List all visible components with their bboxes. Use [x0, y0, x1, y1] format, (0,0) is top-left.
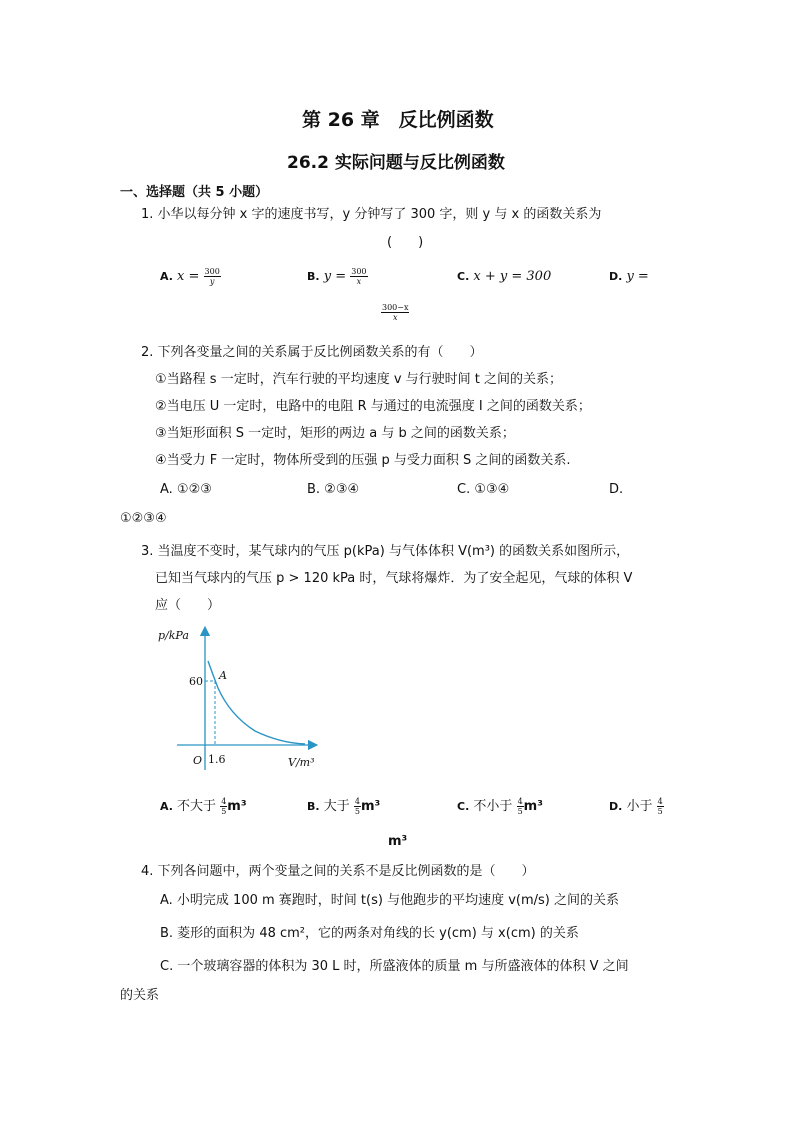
option-label: B.: [307, 800, 320, 813]
option-label: D.: [609, 270, 623, 283]
q2-item-1: ①当路程 s 一定时，汽车行驶的平均速度 v 与行驶时间 t 之间的关系；: [155, 372, 563, 387]
q2-option-b: B. ②③④: [307, 482, 360, 497]
point-label: A: [219, 669, 227, 682]
option-label: C.: [457, 270, 470, 283]
fraction: $\frac{4}{5}$: [657, 797, 663, 816]
q1-option-a: [160, 267, 221, 286]
q4-option-a: A. 小明完成 100 m 赛跑时，时间 t(s) 与他跑步的平均速度 v(m/s) 之间的关系: [160, 893, 619, 908]
q1-paren: ( ): [387, 235, 424, 250]
unit: m³: [360, 799, 381, 814]
q2-option-c: C. ①③④: [457, 482, 510, 497]
option-label: A.: [160, 270, 173, 283]
option-label: A.: [160, 800, 173, 813]
option-text: 大于: [323, 799, 350, 814]
q3-option-b: [307, 797, 380, 816]
q3-line-1: 3. 当温度不变时，某气球内的气压 p(kPa) 与气体体积 V(m³) 的函数关系如图所示，: [141, 544, 630, 559]
fraction: $\frac{300}{x}$: [351, 267, 367, 286]
y-tick-label: 60: [189, 675, 203, 688]
option-label: B.: [307, 270, 320, 283]
q1-stem: 1. 小华以每分钟 x 字的速度书写，y 分钟写了 300 字，则 y 与 x 的函数关系为: [141, 207, 602, 222]
q2-option-a: A. ①②③: [160, 482, 212, 497]
fraction: $\frac{4}{5}$: [221, 797, 227, 816]
q2-option-d-label: D.: [609, 482, 624, 497]
x-tick-label: 1.6: [208, 753, 226, 766]
q4-option-c-line-2: 的关系: [120, 988, 160, 1003]
q3-option-a: [160, 797, 247, 816]
option-label: C.: [457, 800, 470, 813]
fraction: $\frac{300-x}{x}$: [382, 303, 409, 322]
formula: x + y = 300: [473, 269, 552, 284]
unit: m³: [523, 799, 543, 814]
q2-stem: 2. 下列各变量之间的关系属于反比例函数关系的有（ ）: [141, 345, 483, 360]
formula-lhs: y =: [626, 269, 649, 284]
x-axis-label: V/m³: [288, 756, 315, 769]
pressure-volume-graph: [155, 625, 325, 775]
q2-option-d-text: ①②③④: [120, 511, 167, 526]
q2-item-4: ④当受力 F 一定时，物体所受到的压强 p 与受力面积 S 之间的函数关系.: [155, 453, 571, 468]
option-text: 不大于: [177, 799, 217, 814]
q1-option-d: [609, 268, 649, 286]
q1-option-d-fraction: [381, 302, 409, 322]
q2-item-3: ③当矩形面积 S 一定时，矩形的两边 a 与 b 之间的函数关系；: [155, 426, 515, 441]
option-text: 不小于: [473, 799, 513, 814]
q1-option-c: [457, 268, 551, 286]
q4-option-b: B. 菱形的面积为 48 cm²，它的两条对角线的长 y(cm) 与 x(cm) 的关系: [160, 926, 579, 941]
q4-option-c-line-1: C. 一个玻璃容器的体积为 30 L 时，所盛液体的质量 m 与所盛液体的体积 V 之间: [160, 959, 629, 974]
q3-line-3: 应（ ）: [155, 598, 221, 613]
formula-lhs: x =: [177, 269, 200, 284]
q3-option-c: [457, 797, 543, 816]
q3-line-2: 已知当气球内的气压 p > 120 kPa 时，气球将爆炸．为了安全起见，气球的体积 V: [155, 571, 633, 586]
fraction: $\frac{4}{5}$: [517, 797, 523, 816]
q3-option-d: [609, 797, 664, 816]
option-label: D.: [609, 800, 623, 813]
y-axis-label: p/kPa: [158, 629, 189, 642]
option-text: 小于: [626, 799, 653, 814]
formula-lhs: y =: [323, 269, 347, 284]
origin-label: O: [193, 754, 203, 767]
fraction: $\frac{4}{5}$: [354, 797, 360, 816]
q4-stem: 4. 下列各问题中，两个变量之间的关系不是反比例函数的是（ ）: [141, 864, 535, 879]
fraction: $\frac{300}{y}$: [204, 267, 220, 286]
section-title: 26.2 实际问题与反比例函数: [287, 153, 505, 173]
q3-option-d-unit: m³: [388, 834, 408, 849]
q1-option-b: [307, 267, 368, 286]
q2-item-2: ②当电压 U 一定时，电路中的电阻 R 与通过的电流强度 I 之间的函数关系；: [155, 399, 591, 414]
part-heading: 一、选择题（共 5 小题）: [120, 185, 269, 200]
unit: m³: [227, 799, 247, 814]
chapter-title: 第 26 章 反比例函数: [302, 109, 494, 131]
